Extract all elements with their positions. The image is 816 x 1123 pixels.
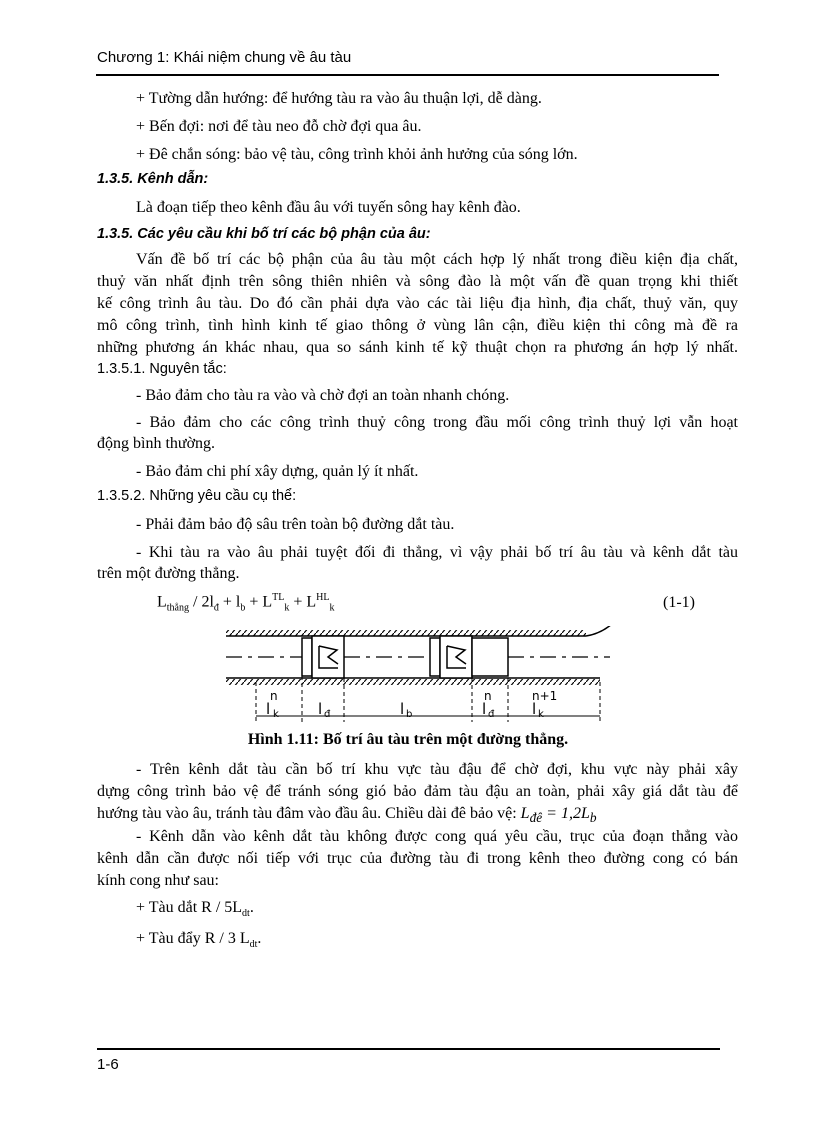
para-line: kênh dẫn cần được nối tiếp với trục của đường tàu đi trong kênh theo đường cong có bán <box>97 850 738 867</box>
para-line-with-math: hướng tàu vào âu, tránh tàu đâm vào đầu âu. Chiều dài đê bảo vệ: $L_{đê} = 1,2L_b$ <box>97 805 597 826</box>
para-line: trên một đường thẳng. <box>97 565 240 582</box>
para-line: dựng công trình bảo vệ để tránh sóng gió bảo đảm tàu đậu an toàn, phải xây giá dắt tàu để <box>97 783 738 800</box>
lock-chamber-end <box>472 638 508 676</box>
bottom-bank-hatch <box>226 679 600 685</box>
nguyen-tac-1: - Bảo đảm cho tàu ra vào và chờ đợi an toàn nhanh chóng. <box>136 387 510 404</box>
rule-tau-dat: + Tàu dắt R / $5L_{dt}$. <box>136 899 254 920</box>
para-line: kính cong như sau: <box>97 872 219 889</box>
para-line: - Kênh dẫn vào kênh dắt tàu không được cong quá yêu cầu, trục của đoạn thẳng vào <box>136 828 738 845</box>
label-l: l <box>266 700 271 718</box>
top-bank-hatch <box>226 630 586 636</box>
label-sub: đ <box>488 709 495 720</box>
kenh-dan-text: Là đoạn tiếp theo kênh đầu âu với tuyến sông hay kênh đào. <box>136 199 521 216</box>
para-line: thuỷ văn nhất định trên sông thiên nhiên và sông đào là một vấn đề quan trọng khi thiết <box>97 273 738 290</box>
label-l: l <box>400 700 405 718</box>
para-line: Vấn đề bố trí các bộ phận của âu tàu một cách hợp lý nhất trong điều kiện địa chất, <box>136 251 738 268</box>
para-line: - Trên kênh dắt tàu cần bố trí khu vực tàu đậu để chờ đợi, khu vực này phải xây <box>136 761 738 778</box>
heading-yeu-cau-cu-the: 1.3.5.2. Những yêu cầu cụ thể: <box>97 488 297 504</box>
yeu-cau-1: - Phải đảm bảo độ sâu trên toàn bộ đường dắt tàu. <box>136 516 455 533</box>
heading-nguyen-tac: 1.3.5.1. Nguyên tắc: <box>97 361 227 377</box>
rule-tau-day: + Tàu đẩy R / 3 $L_{dt}$. <box>136 930 262 951</box>
para-line: những phương án khác nhau, qua so sánh kinh tế kỹ thuật chọn ra phương án hợp lý nhất. <box>97 339 738 356</box>
lock-gate <box>430 638 440 676</box>
nguyen-tac-3: - Bảo đảm chi phí xây dựng, quản lý ít nhất. <box>136 463 419 480</box>
para-line: kế công trình âu tàu. Do đó cần phải dựa vào các tài liệu địa hình, địa chất, thuỷ văn, quy <box>97 295 738 312</box>
page-number: 1-6 <box>97 1056 119 1073</box>
header-rule <box>96 74 719 76</box>
item-ben-doi: + Bến đợi: nơi để tàu neo đỗ chờ đợi qua âu. <box>136 118 422 135</box>
para-line: động bình thường. <box>97 435 216 452</box>
label-l: l <box>318 700 323 718</box>
label-l: l <box>532 700 537 718</box>
footer-rule <box>97 1048 720 1050</box>
label-sup: n <box>484 689 492 703</box>
label-sup: n <box>270 689 278 703</box>
label-sub: đ <box>324 709 331 720</box>
para-line: - Bảo đảm cho các công trình thuỷ công trong đầu mối công trình thuỷ lợi vẫn hoạt <box>136 414 738 431</box>
lock-layout-figure <box>220 626 620 726</box>
heading-kenh-dan: 1.3.5. Kênh dẫn: <box>97 171 209 187</box>
label-sub: b <box>406 709 413 720</box>
figure-caption: Hình 1.11: Bố trí âu tàu trên một đường thẳng. <box>247 731 569 748</box>
item-de-chan-song: + Đê chắn sóng: bảo vệ tàu, công trình khỏi ảnh hưởng của sóng lớn. <box>136 146 578 163</box>
page-header-title: Chương 1: Khái niệm chung về âu tàu <box>97 49 352 66</box>
label-sub: k <box>538 709 544 720</box>
lock-gate <box>302 638 312 676</box>
formula-1-1: $L_{thẳng} / 2l_đ + l_b + L^{TL}_k + L^{HL}_k$ <box>157 592 335 614</box>
para-line: mô công trình, tình hình kinh tế giao thông ở vùng lân cận, điều kiện thi công mà đề ra <box>97 317 738 334</box>
item-truong-dan: + Tường dẫn hướng: để hướng tàu ra vào âu thuận lợi, dễ dàng. <box>136 90 542 107</box>
top-bank-curve <box>586 626 612 636</box>
formula-number: (1-1) <box>663 594 695 611</box>
para-line: - Khi tàu ra vào âu phải tuyệt đối đi thẳng, vì vậy phải bố trí âu tàu và kênh dắt tàu <box>136 544 738 561</box>
label-sup: n+1 <box>532 689 558 703</box>
heading-yeu-cau-bo-tri: 1.3.5. Các yêu cầu khi bố trí các bộ phận của âu: <box>97 226 431 242</box>
label-sub: k <box>273 709 279 720</box>
label-l: l <box>482 700 487 718</box>
